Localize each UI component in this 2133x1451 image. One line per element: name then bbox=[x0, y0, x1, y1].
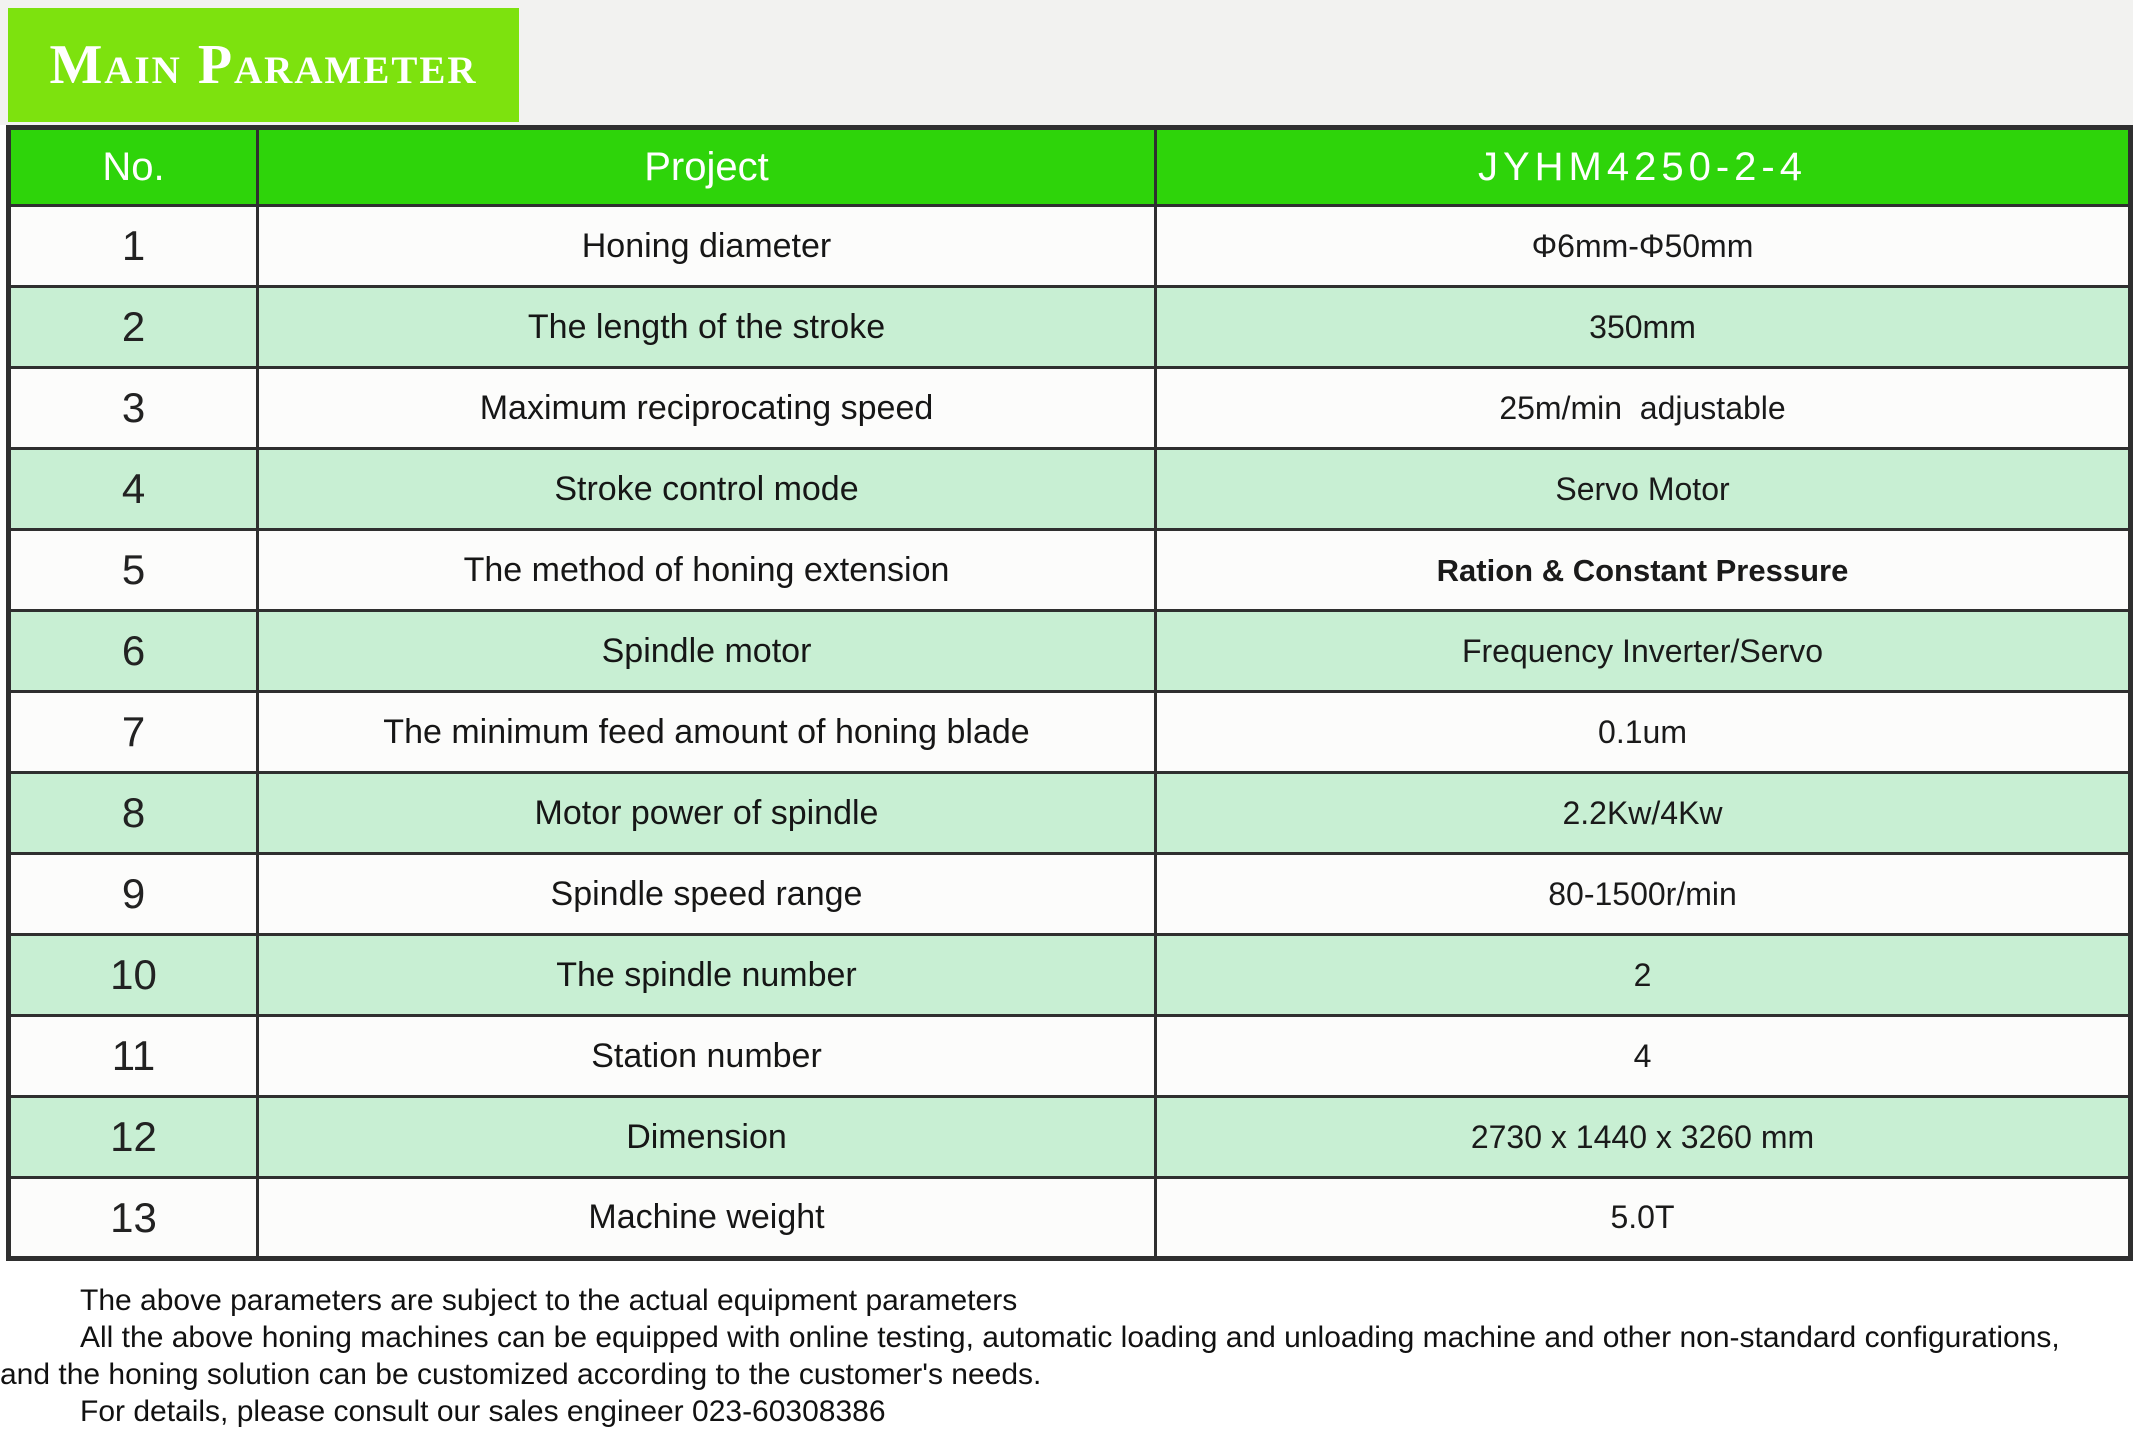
table-row bbox=[9, 692, 2131, 773]
row-value-cell bbox=[1156, 611, 2131, 692]
row-project: Motor power of spindle bbox=[258, 773, 1156, 854]
row-project: Honing diameter bbox=[258, 206, 1156, 287]
row-value-cell bbox=[1156, 773, 2131, 854]
table-row bbox=[9, 1016, 2131, 1097]
row-project: Dimension bbox=[258, 1097, 1156, 1178]
table-row bbox=[9, 287, 2131, 368]
row-project: The method of honing extension bbox=[258, 530, 1156, 611]
row-value: 5.0T bbox=[1610, 1199, 1675, 1235]
row-value: 2730 x 1440 x 3260 mm bbox=[1470, 1118, 1815, 1155]
row-value-cell bbox=[1156, 368, 2131, 449]
row-project: Stroke control mode bbox=[258, 449, 1156, 530]
footer-note-2: All the above honing machines can be equipped with online testing, automatic loading and unloading machine and other non-standard configurations, and the honing solution can be customized according to the customer's needs. bbox=[0, 1321, 2060, 1391]
row-value-cell bbox=[1156, 1178, 2131, 1259]
row-project: The spindle number bbox=[258, 935, 1156, 1016]
row-value-cell bbox=[1156, 1016, 2131, 1097]
header-project: Project bbox=[258, 128, 1156, 206]
table-row bbox=[9, 935, 2131, 1016]
row-project: Spindle speed range bbox=[258, 854, 1156, 935]
row-project: Maximum reciprocating speed bbox=[258, 368, 1156, 449]
table-header-row bbox=[9, 128, 2131, 206]
row-value-cell bbox=[1156, 287, 2131, 368]
row-number: 12 bbox=[9, 1097, 258, 1178]
table-row bbox=[9, 611, 2131, 692]
row-value: Φ6mm-Φ50mm bbox=[1531, 227, 1754, 264]
row-value-cell bbox=[1156, 449, 2131, 530]
row-value: 2.2Kw/4Kw bbox=[1562, 794, 1723, 831]
row-value: 4 bbox=[1633, 1037, 1652, 1074]
row-value: Ration & Constant Pressure bbox=[1436, 552, 1849, 588]
row-project: The minimum feed amount of honing blade bbox=[258, 692, 1156, 773]
table-row bbox=[9, 773, 2131, 854]
row-number: 4 bbox=[9, 449, 258, 530]
row-value-cell bbox=[1156, 206, 2131, 287]
footer-notes bbox=[0, 1282, 2080, 1430]
row-value-cell bbox=[1156, 1097, 2131, 1178]
row-number: 10 bbox=[9, 935, 258, 1016]
row-value: 0.1um bbox=[1598, 713, 1687, 750]
row-value-cell bbox=[1156, 692, 2131, 773]
row-number: 11 bbox=[9, 1016, 258, 1097]
row-number: 2 bbox=[9, 287, 258, 368]
page-title: Main Parameter bbox=[49, 34, 478, 96]
row-project: Station number bbox=[258, 1016, 1156, 1097]
table-row bbox=[9, 530, 2131, 611]
row-number: 1 bbox=[9, 206, 258, 287]
row-project: Spindle motor bbox=[258, 611, 1156, 692]
row-number: 5 bbox=[9, 530, 258, 611]
row-project: Machine weight bbox=[258, 1178, 1156, 1259]
row-value: Frequency Inverter/Servo bbox=[1461, 632, 1824, 669]
row-value: Servo Motor bbox=[1555, 470, 1730, 507]
header-no: No. bbox=[9, 128, 258, 206]
row-number: 8 bbox=[9, 773, 258, 854]
table-row bbox=[9, 1097, 2131, 1178]
row-value-cell bbox=[1156, 854, 2131, 935]
row-number: 3 bbox=[9, 368, 258, 449]
table-row bbox=[9, 854, 2131, 935]
header-model: JYHM4250-2-4 bbox=[1156, 128, 2131, 206]
row-number: 7 bbox=[9, 692, 258, 773]
footer-note-1: The above parameters are subject to the actual equipment parameters bbox=[80, 1284, 1018, 1317]
row-value: 2 bbox=[1633, 956, 1652, 993]
footer-note-3: For details, please consult our sales engineer 023-60308386 bbox=[80, 1395, 886, 1428]
row-value: 80-1500r/min bbox=[1548, 875, 1737, 912]
title-banner bbox=[8, 8, 519, 122]
row-value: 350mm bbox=[1589, 308, 1696, 345]
spec-table-body bbox=[9, 206, 2131, 1259]
row-number: 9 bbox=[9, 854, 258, 935]
row-value: 25m/min adjustable bbox=[1499, 389, 1786, 426]
row-number: 6 bbox=[9, 611, 258, 692]
row-number: 13 bbox=[9, 1178, 258, 1259]
row-value-cell bbox=[1156, 935, 2131, 1016]
table-row bbox=[9, 1178, 2131, 1259]
table-row bbox=[9, 368, 2131, 449]
parameter-table bbox=[6, 125, 2133, 1261]
table-row bbox=[9, 449, 2131, 530]
row-project: The length of the stroke bbox=[258, 287, 1156, 368]
row-value-cell bbox=[1156, 530, 2131, 611]
table-row bbox=[9, 206, 2131, 287]
